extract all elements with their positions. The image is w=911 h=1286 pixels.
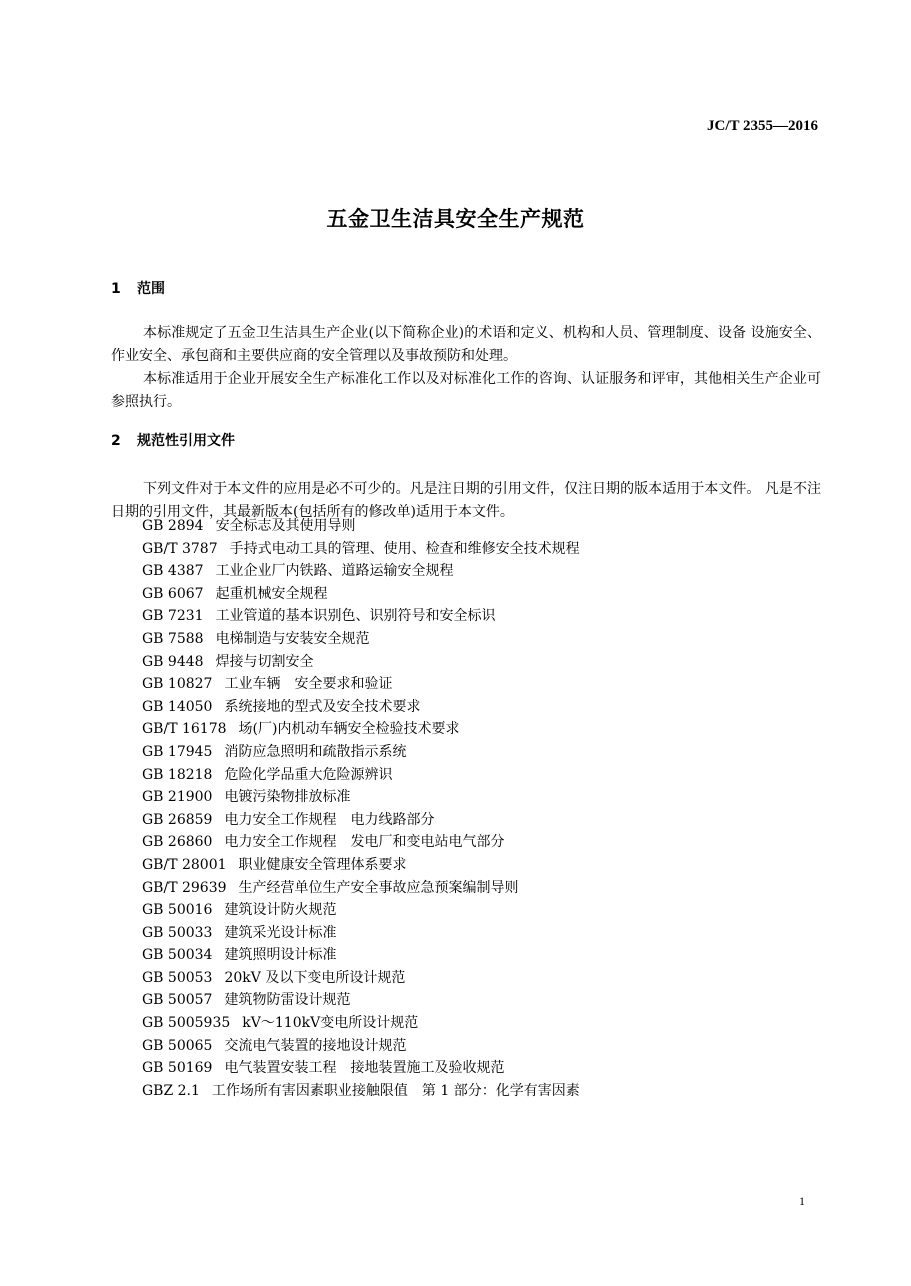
reference-code: GB 26860 [142, 834, 213, 851]
reference-item [142, 831, 580, 854]
references-intro-paragraph: 下列文件对于本文件的应用是必不可少的。凡是注日期的引用文件，仅注日期的版本适用于本文件。 凡是不注日期的引用文件，其最新版本(包括所有的修改单)适用于本文件。 [111, 481, 821, 520]
standard-code: JC/T 2355—2016 [707, 118, 818, 134]
reference-code: GB 5005935 [142, 1015, 231, 1032]
reference-title: 电梯制造与安装安全规范 [215, 630, 370, 647]
section-heading-normative-references [111, 430, 235, 450]
reference-code: GB 2894 [142, 518, 204, 534]
reference-title: 生产经营单位生产安全事故应急预案编制导则 [238, 879, 519, 896]
reference-code: GB 50034 [142, 947, 213, 964]
reference-title: 职业健康安全管理体系要求 [238, 856, 407, 873]
reference-code: GB 9448 [142, 653, 204, 670]
reference-title: 建筑物防雷设计规范 [224, 992, 351, 1009]
scope-paragraph-1: 本标准规定了五金卫生洁具生产企业(以下简称企业)的术语和定义、机构和人员、管理制度、设备 设施安全、作业安全、承包商和主要供应商的安全管理以及事故预防和处理。 [111, 325, 821, 364]
reference-code: GB 50033 [142, 924, 213, 941]
reference-item [142, 696, 580, 719]
reference-item [142, 560, 580, 583]
reference-item [142, 741, 580, 764]
section-title: 范围 [137, 281, 165, 297]
reference-item [142, 1057, 580, 1080]
page-number: 1 [799, 1194, 805, 1208]
reference-item [142, 922, 580, 945]
reference-title: 建筑照明设计标准 [224, 947, 337, 964]
reference-title: 工作场所有害因素职业接触限值 第 1 部分：化学有害因素 [211, 1082, 580, 1099]
reference-code: GB/T 16178 [142, 721, 227, 738]
reference-item [142, 786, 580, 809]
reference-item [142, 1035, 580, 1058]
reference-item [142, 1080, 580, 1103]
reference-title: 焊接与切割安全 [215, 653, 314, 670]
reference-code: GB 14050 [142, 698, 213, 715]
reference-code: GB 21900 [142, 789, 213, 806]
reference-item [142, 967, 580, 990]
reference-code: GB 26859 [142, 811, 213, 828]
reference-item [142, 764, 580, 787]
reference-item [142, 651, 580, 674]
reference-code: GB/T 29639 [142, 879, 227, 896]
reference-code: GB 6067 [142, 585, 204, 602]
reference-title: 起重机械安全规程 [215, 585, 328, 602]
reference-title: kV～110kV变电所设计规范 [242, 1015, 419, 1032]
reference-list [142, 515, 580, 1102]
reference-code: GB/T 28001 [142, 856, 227, 873]
reference-item [142, 628, 580, 651]
section-number: 1 [111, 281, 121, 297]
reference-item [142, 718, 580, 741]
document-title: 五金卫生洁具安全生产规范 [326, 207, 585, 231]
reference-title: 建筑采光设计标准 [224, 924, 337, 941]
reference-title: 工业管道的基本识别色、识别符号和安全标识 [215, 608, 496, 625]
reference-code: GB 7231 [142, 608, 204, 625]
reference-title: 20kV 及以下变电所设计规范 [224, 969, 406, 986]
reference-code: GB 50057 [142, 992, 213, 1009]
reference-title: 消防应急照明和疏散指示系统 [224, 743, 407, 760]
reference-item [142, 673, 580, 696]
reference-item [142, 1012, 580, 1035]
reference-title: 电力安全工作规程 电力线路部分 [224, 811, 435, 828]
reference-item [142, 877, 580, 900]
reference-code: GB 10827 [142, 676, 213, 693]
reference-title: 电气装置安装工程 接地装置施工及验收规范 [224, 1060, 505, 1077]
reference-title: 场(厂)内机动车辆安全检验技术要求 [238, 721, 460, 738]
reference-title: 系统接地的型式及安全技术要求 [224, 698, 421, 715]
reference-item [142, 809, 580, 832]
reference-item [142, 989, 580, 1012]
reference-code: GB 18218 [142, 766, 213, 783]
reference-title: 电镀污染物排放标准 [224, 789, 351, 806]
section-heading-scope [111, 278, 165, 298]
reference-title: 建筑设计防火规范 [224, 902, 337, 919]
reference-title: 工业车辆 安全要求和验证 [224, 676, 393, 693]
reference-title: 电力安全工作规程 发电厂和变电站电气部分 [224, 834, 505, 851]
reference-code: GBZ 2.1 [142, 1082, 200, 1099]
reference-title: 工业企业厂内铁路、道路运输安全规程 [215, 563, 454, 580]
reference-item [142, 605, 580, 628]
section-number: 2 [111, 433, 121, 449]
reference-item [142, 854, 580, 877]
reference-item [142, 583, 580, 606]
reference-title: 危险化学品重大危险源辨识 [224, 766, 393, 783]
reference-code: GB 50016 [142, 902, 213, 919]
reference-item [142, 944, 580, 967]
reference-code: GB/T 3787 [142, 540, 218, 557]
reference-item [142, 899, 580, 922]
reference-item [142, 515, 580, 538]
reference-title: 安全标志及其使用导则 [215, 518, 356, 534]
section-title: 规范性引用文件 [137, 433, 235, 449]
scope-paragraph-2: 本标准适用于企业开展安全生产标准化工作以及对标准化工作的咨询、认证服务和评审，其他相关生产企业可参照执行。 [111, 371, 821, 410]
reference-code: GB 7588 [142, 630, 204, 647]
reference-title: 交流电气装置的接地设计规范 [224, 1037, 407, 1054]
reference-code: GB 4387 [142, 563, 204, 580]
reference-code: GB 50053 [142, 969, 213, 986]
reference-code: GB 50065 [142, 1037, 213, 1054]
reference-code: GB 17945 [142, 743, 213, 760]
reference-code: GB 50169 [142, 1060, 213, 1077]
reference-title: 手持式电动工具的管理、使用、检查和维修安全技术规程 [229, 540, 580, 557]
reference-item [142, 538, 580, 561]
